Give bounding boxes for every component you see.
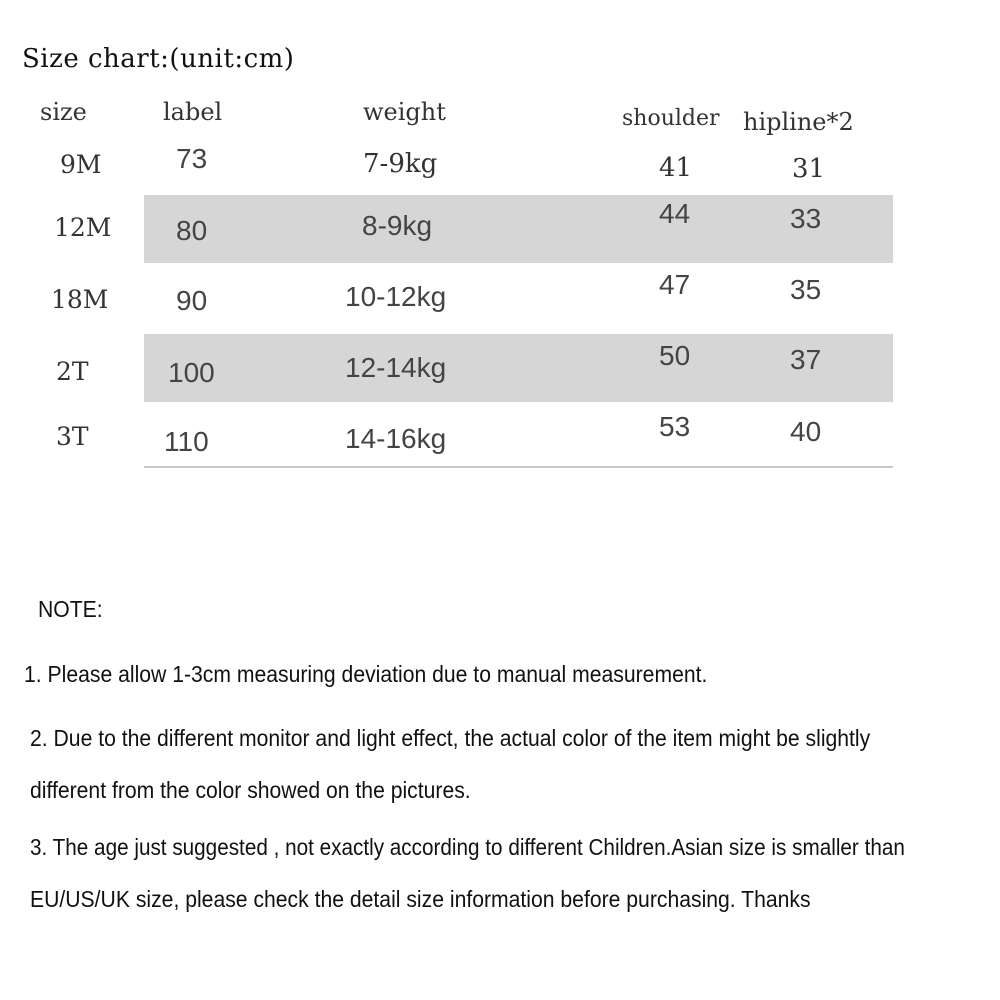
cell-size: 3T <box>56 422 89 451</box>
cell-weight: 7-9kg <box>363 149 438 179</box>
cell-weight: 8-9kg <box>362 210 433 241</box>
cell-size: 18M <box>51 285 109 314</box>
note-2-line-1: 2. Due to the different monitor and light effect, the actual color of the item might be slightly <box>30 725 871 751</box>
cell-hipline: 40 <box>790 416 822 447</box>
cell-shoulder: 44 <box>659 198 691 229</box>
cell-weight: 10-12kg <box>345 281 447 312</box>
row-band-2t <box>144 334 893 402</box>
cell-size: 2T <box>56 357 89 386</box>
header-hipline: hipline*2 <box>743 108 854 136</box>
cell-label: 73 <box>176 143 208 174</box>
cell-shoulder: 41 <box>659 153 693 183</box>
note-1: 1. Please allow 1-3cm measuring deviation due to manual measurement. <box>24 661 708 687</box>
cell-size: 12M <box>54 213 112 242</box>
note-3-line-2: EU/US/UK size, please check the detail size information before purchasing. Thanks <box>30 886 811 912</box>
cell-label: 90 <box>176 285 208 316</box>
cell-size: 9M <box>60 150 102 179</box>
cell-weight: 14-16kg <box>345 423 447 454</box>
cell-label: 80 <box>176 215 208 246</box>
header-weight: weight <box>363 98 446 126</box>
table-bottom-rule <box>144 466 893 468</box>
cell-shoulder: 50 <box>659 340 691 371</box>
cell-hipline: 33 <box>790 203 822 234</box>
size-chart-title: Size chart:(unit:cm) <box>22 44 295 74</box>
cell-shoulder: 53 <box>659 411 691 442</box>
cell-hipline: 35 <box>790 274 822 305</box>
cell-label: 110 <box>164 426 209 457</box>
row-band-12m <box>144 195 893 263</box>
note-2-line-2: different from the color showed on the pictures. <box>30 777 471 803</box>
cell-shoulder: 47 <box>659 269 691 300</box>
note-heading: NOTE: <box>38 596 103 622</box>
note-3-line-1: 3. The age just suggested , not exactly according to different Children.Asian size is smaller than <box>30 834 905 860</box>
header-shoulder: shoulder <box>622 106 720 131</box>
cell-hipline: 31 <box>792 154 826 184</box>
header-size: size <box>40 98 87 126</box>
header-label: label <box>163 98 223 126</box>
cell-label: 100 <box>168 357 215 388</box>
cell-hipline: 37 <box>790 344 822 375</box>
cell-weight: 12-14kg <box>345 352 447 383</box>
